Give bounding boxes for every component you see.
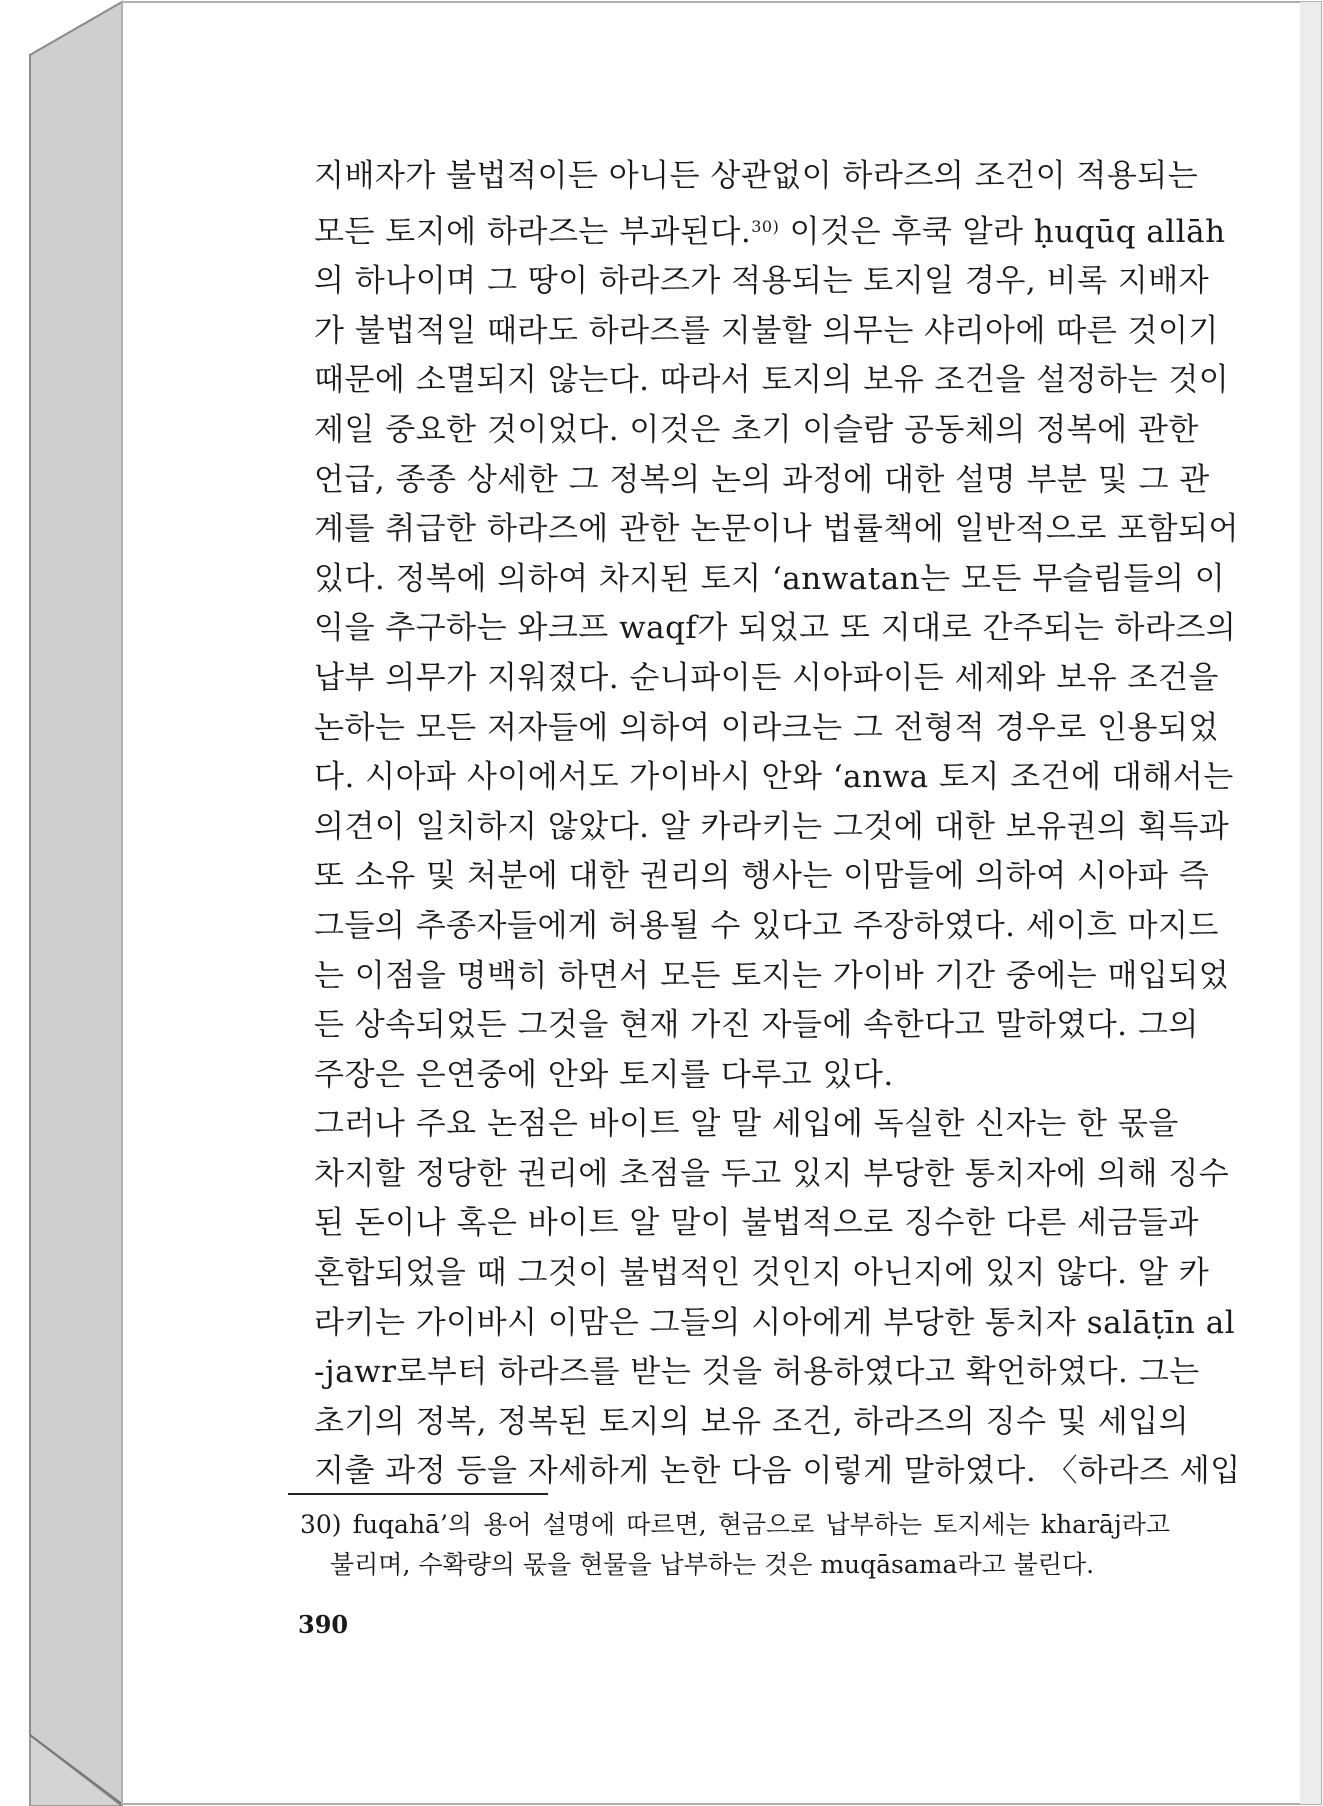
text-line: 의 하나이며 그 땅이 하라즈가 적용되는 토지일 경우, 비록 지배자 (314, 263, 1210, 300)
paragraph-1 (288, 152, 1239, 1100)
footnote-line: 불리며, 수확량의 몫을 현물을 납부하는 것은 muqāsama라고 불린다. (330, 1550, 1095, 1579)
footnote-divider (288, 1493, 548, 1495)
text-line: 때문에 소멸되지 않는다. 따라서 토지의 보유 조건을 설정하는 것이 (314, 362, 1230, 399)
text-line: 지배자가 불법적이든 아니든 상관없이 하라즈의 조건이 적용되는 (314, 158, 1199, 194)
main-text (288, 152, 1241, 1497)
text-line: 다. 시아파 사이에서도 가이바시 안와 ʻanwa 토지 조건에 대해서는 (314, 759, 1234, 796)
text-line: 혼합되었을 때 그것이 불법적인 것인지 아닌지에 있지 않다. 알 카 (314, 1255, 1210, 1292)
text-line: 그들의 추종자들에게 허용될 수 있다고 주장하였다. 세이흐 마지드 (314, 907, 1219, 944)
text-line: 납부 의무가 지워졌다. 순니파이든 시아파이든 세제와 보유 조건을 (314, 659, 1219, 696)
text-line: 제일 중요한 것이었다. 이것은 초기 이슬람 공동체의 정복에 관한 (314, 411, 1199, 448)
text-line: -jawr로부터 하라즈를 받는 것을 허용하였다고 확언하였다. 그는 (314, 1354, 1200, 1391)
text-line: 또 소유 및 처분에 대한 권리의 행사는 이맘들에 의하여 시아파 즉 (314, 858, 1210, 895)
text-line: 차지할 정당한 권리에 초점을 두고 있지 부당한 통치자에 의해 징수 (314, 1155, 1230, 1192)
footnote-ref: 30) (751, 216, 780, 236)
footnote-line: 30) fuqahā’의 용어 설명에 따르면, 현금으로 납부하는 토지세는 kharāj라고 (300, 1510, 1170, 1539)
text-line: 있다. 정복에 의하여 차지된 토지 ʻanwatan는 모든 무슬림들의 이 (314, 560, 1226, 597)
text-line: 는 이점을 명백히 하면서 모든 토지는 가이바 기간 중에는 매입되었 (314, 957, 1230, 994)
paragraph-2 (288, 1100, 1241, 1497)
text-line: 된 돈이나 혹은 바이트 알 말이 불법적으로 징수한 다른 세금들과 (314, 1205, 1199, 1242)
text-line: 가 불법적일 때라도 하라즈를 지불할 의무는 샤리아에 따른 것이기 (314, 312, 1219, 349)
text-line: 익을 추구하는 와크프 waqf가 되었고 또 지대로 간주되는 하라즈의 (314, 610, 1237, 647)
text-line: 논하는 모든 저자들에 의하여 이라크는 그 전형적 경우로 인용되었 (314, 709, 1219, 746)
text-line: 초기의 정복, 정복된 토지의 보유 조건, 하라즈의 징수 및 세입의 (314, 1403, 1190, 1440)
text-line: 주장은 은연중에 안와 토지를 다루고 있다. (314, 1056, 894, 1093)
text-line: 지출 과정 등을 자세하게 논한 다음 이렇게 말하였다. 〈하라즈 세입 (314, 1453, 1241, 1490)
text-line: 모든 토지에 하라즈는 부과된다.$^{30)}$ 이것은 후쿡 알라 ḥuqūq allāh (314, 213, 1226, 250)
footnote (300, 1505, 1170, 1585)
text-line: 계를 취급한 하라즈에 관한 논문이나 법률책에 일반적으로 포함되어 (314, 511, 1239, 548)
text-line: 의견이 일치하지 않았다. 알 카라키는 그것에 대한 보유권의 획득과 (314, 808, 1230, 845)
text-line: 그러나 주요 논점은 바이트 알 말 세입에 독실한 신자는 한 몫을 (314, 1106, 1179, 1143)
text-line: 라키는 가이바시 이맘은 그들의 시아에게 부당한 통치자 salāṭīn al (314, 1304, 1236, 1341)
text-line: 언급, 종종 상세한 그 정복의 논의 과정에 대한 설명 부분 및 그 관 (314, 461, 1210, 498)
page-number: 390 (298, 1610, 349, 1639)
text-line: 든 상속되었든 그것을 현재 가진 자들에 속한다고 말하였다. 그의 (314, 1007, 1199, 1044)
